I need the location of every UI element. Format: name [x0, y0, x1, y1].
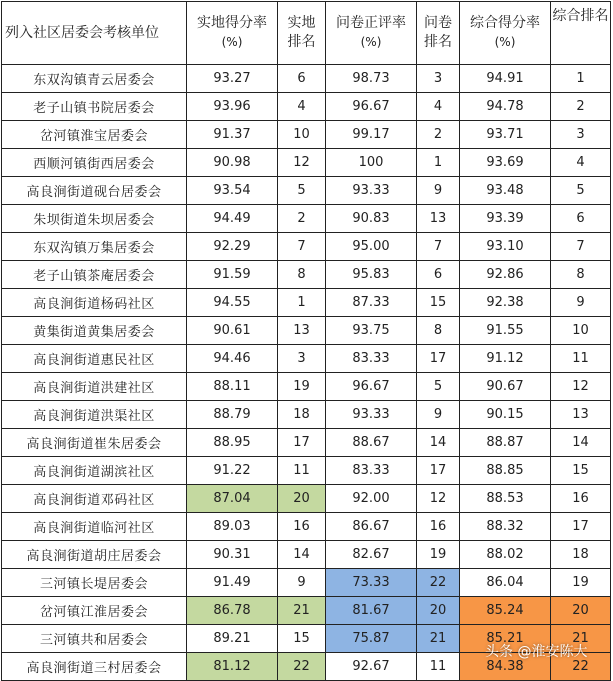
header-survey-score-label: 问卷正评率	[336, 15, 406, 31]
table-row	[2, 317, 611, 345]
cell-field-score: 89.21	[187, 625, 278, 653]
cell-field-rank: 8	[278, 261, 326, 289]
header-survey-rank-line1: 问卷	[424, 15, 452, 31]
table-row	[2, 205, 611, 233]
cell-field-rank: 13	[278, 317, 326, 345]
cell-total-score: 85.24	[460, 597, 551, 625]
cell-field-score: 88.95	[187, 429, 278, 457]
cell-total-rank: 11	[551, 345, 611, 373]
cell-unit: 老子山镇书院居委会	[2, 93, 187, 121]
cell-field-score: 88.11	[187, 373, 278, 401]
cell-total-rank: 15	[551, 457, 611, 485]
cell-unit: 黄集街道黄集居委会	[2, 317, 187, 345]
cell-survey-rank: 20	[417, 597, 460, 625]
cell-field-score: 90.98	[187, 149, 278, 177]
cell-total-rank: 3	[551, 121, 611, 149]
cell-survey-score: 95.83	[326, 261, 417, 289]
cell-total-score: 88.87	[460, 429, 551, 457]
table-row	[2, 233, 611, 261]
header-total-score	[460, 2, 551, 65]
cell-survey-score: 96.67	[326, 373, 417, 401]
cell-total-rank: 8	[551, 261, 611, 289]
cell-total-score: 88.85	[460, 457, 551, 485]
cell-field-rank: 9	[278, 569, 326, 597]
ranking-table	[1, 1, 611, 681]
cell-total-score: 90.67	[460, 373, 551, 401]
table-row	[2, 513, 611, 541]
table-row	[2, 93, 611, 121]
cell-field-score: 92.29	[187, 233, 278, 261]
header-field-rank-line1: 实地	[287, 15, 316, 31]
table-row	[2, 541, 611, 569]
cell-field-score: 91.22	[187, 457, 278, 485]
header-survey-score-pct: (%)	[360, 35, 382, 49]
cell-survey-score: 96.67	[326, 93, 417, 121]
header-field-score-label: 实地得分率	[197, 15, 267, 31]
cell-field-rank: 15	[278, 625, 326, 653]
cell-survey-score: 75.87	[326, 625, 417, 653]
table-row	[2, 485, 611, 513]
cell-field-score: 93.54	[187, 177, 278, 205]
cell-total-rank: 10	[551, 317, 611, 345]
cell-survey-score: 93.33	[326, 177, 417, 205]
header-total-rank: 综合排名	[551, 2, 611, 65]
cell-unit: 高良涧街道洪建社区	[2, 373, 187, 401]
cell-total-rank: 21	[551, 625, 611, 653]
table-row	[2, 401, 611, 429]
cell-unit: 三河镇共和居委会	[2, 625, 187, 653]
cell-field-rank: 5	[278, 177, 326, 205]
cell-field-score: 94.55	[187, 289, 278, 317]
cell-survey-score: 92.67	[326, 653, 417, 681]
cell-field-score: 91.37	[187, 121, 278, 149]
cell-unit: 高良涧街道邓码社区	[2, 485, 187, 513]
cell-survey-score: 98.73	[326, 65, 417, 93]
cell-total-score: 88.32	[460, 513, 551, 541]
cell-total-score: 93.71	[460, 121, 551, 149]
table-row	[2, 345, 611, 373]
table-row	[2, 569, 611, 597]
header-total-score-label: 综合得分率	[470, 15, 540, 31]
table-row	[2, 65, 611, 93]
cell-total-score: 94.78	[460, 93, 551, 121]
cell-total-rank: 13	[551, 401, 611, 429]
cell-unit: 岔河镇江淮居委会	[2, 597, 187, 625]
cell-field-rank: 19	[278, 373, 326, 401]
cell-total-rank: 6	[551, 205, 611, 233]
cell-survey-rank: 9	[417, 177, 460, 205]
cell-total-score: 93.39	[460, 205, 551, 233]
cell-total-rank: 1	[551, 65, 611, 93]
cell-field-rank: 22	[278, 653, 326, 681]
cell-survey-rank: 12	[417, 485, 460, 513]
cell-total-score: 94.91	[460, 65, 551, 93]
cell-field-rank: 3	[278, 345, 326, 373]
header-total-score-pct: (%)	[494, 35, 516, 49]
cell-total-score: 93.48	[460, 177, 551, 205]
cell-survey-score: 81.67	[326, 597, 417, 625]
cell-unit: 老子山镇茶庵居委会	[2, 261, 187, 289]
cell-field-rank: 21	[278, 597, 326, 625]
cell-survey-rank: 5	[417, 373, 460, 401]
cell-field-rank: 18	[278, 401, 326, 429]
cell-total-rank: 9	[551, 289, 611, 317]
table-row	[2, 177, 611, 205]
table-row	[2, 429, 611, 457]
cell-field-rank: 20	[278, 485, 326, 513]
cell-survey-rank: 6	[417, 261, 460, 289]
cell-field-rank: 11	[278, 457, 326, 485]
cell-survey-rank: 19	[417, 541, 460, 569]
cell-total-rank: 5	[551, 177, 611, 205]
table-row	[2, 289, 611, 317]
cell-field-rank: 14	[278, 541, 326, 569]
cell-field-score: 90.31	[187, 541, 278, 569]
table-row	[2, 457, 611, 485]
cell-unit: 西顺河镇街西居委会	[2, 149, 187, 177]
header-survey-rank	[417, 2, 460, 65]
cell-total-score: 88.02	[460, 541, 551, 569]
cell-total-rank: 16	[551, 485, 611, 513]
cell-survey-score: 73.33	[326, 569, 417, 597]
cell-survey-score: 99.17	[326, 121, 417, 149]
cell-survey-score: 88.67	[326, 429, 417, 457]
cell-field-score: 93.96	[187, 93, 278, 121]
cell-survey-rank: 17	[417, 457, 460, 485]
cell-field-score: 90.61	[187, 317, 278, 345]
cell-total-rank: 22	[551, 653, 611, 681]
cell-unit: 东双沟镇青云居委会	[2, 65, 187, 93]
table-row	[2, 597, 611, 625]
cell-total-score: 92.86	[460, 261, 551, 289]
cell-survey-rank: 13	[417, 205, 460, 233]
cell-field-score: 86.78	[187, 597, 278, 625]
cell-survey-rank: 11	[417, 653, 460, 681]
cell-unit: 岔河镇淮宝居委会	[2, 121, 187, 149]
cell-unit: 高良涧街道胡庄居委会	[2, 541, 187, 569]
cell-survey-rank: 7	[417, 233, 460, 261]
cell-field-rank: 1	[278, 289, 326, 317]
cell-survey-rank: 16	[417, 513, 460, 541]
cell-survey-score: 86.67	[326, 513, 417, 541]
cell-unit: 朱坝街道朱坝居委会	[2, 205, 187, 233]
cell-unit: 高良涧街道杨码社区	[2, 289, 187, 317]
cell-unit: 东双沟镇万集居委会	[2, 233, 187, 261]
table-row	[2, 121, 611, 149]
cell-total-score: 91.55	[460, 317, 551, 345]
cell-field-score: 91.49	[187, 569, 278, 597]
cell-survey-rank: 9	[417, 401, 460, 429]
cell-total-rank: 12	[551, 373, 611, 401]
cell-total-score: 92.38	[460, 289, 551, 317]
cell-field-rank: 4	[278, 93, 326, 121]
cell-survey-rank: 2	[417, 121, 460, 149]
cell-survey-score: 92.00	[326, 485, 417, 513]
cell-survey-score: 87.33	[326, 289, 417, 317]
cell-total-rank: 2	[551, 93, 611, 121]
cell-total-score: 90.15	[460, 401, 551, 429]
cell-unit: 高良涧街道砚台居委会	[2, 177, 187, 205]
cell-unit: 高良涧街道三村居委会	[2, 653, 187, 681]
cell-total-rank: 19	[551, 569, 611, 597]
cell-total-rank: 17	[551, 513, 611, 541]
cell-survey-rank: 15	[417, 289, 460, 317]
cell-total-rank: 18	[551, 541, 611, 569]
cell-total-score: 88.53	[460, 485, 551, 513]
cell-survey-score: 95.00	[326, 233, 417, 261]
cell-survey-score: 100	[326, 149, 417, 177]
cell-unit: 高良涧街道临河社区	[2, 513, 187, 541]
cell-survey-score: 83.33	[326, 457, 417, 485]
cell-field-score: 94.46	[187, 345, 278, 373]
cell-field-rank: 6	[278, 65, 326, 93]
header-field-rank	[278, 2, 326, 65]
watermark: 头条 @淮安陈大	[485, 644, 588, 660]
cell-total-rank: 4	[551, 149, 611, 177]
cell-survey-rank: 17	[417, 345, 460, 373]
cell-survey-rank: 1	[417, 149, 460, 177]
header-unit: 列入社区居委会考核单位	[2, 2, 187, 65]
cell-field-score: 91.59	[187, 261, 278, 289]
cell-unit: 三河镇长堤居委会	[2, 569, 187, 597]
cell-total-score: 93.10	[460, 233, 551, 261]
cell-total-score: 91.12	[460, 345, 551, 373]
cell-field-score: 88.79	[187, 401, 278, 429]
cell-survey-rank: 3	[417, 65, 460, 93]
cell-field-score: 93.27	[187, 65, 278, 93]
cell-survey-score: 93.75	[326, 317, 417, 345]
table-row	[2, 373, 611, 401]
table-row	[2, 261, 611, 289]
cell-field-score: 87.04	[187, 485, 278, 513]
cell-field-score: 94.49	[187, 205, 278, 233]
cell-total-score: 85.21	[460, 625, 551, 653]
cell-survey-score: 90.83	[326, 205, 417, 233]
cell-field-score: 81.12	[187, 653, 278, 681]
cell-field-rank: 2	[278, 205, 326, 233]
cell-field-rank: 10	[278, 121, 326, 149]
cell-unit: 高良涧街道洪渠社区	[2, 401, 187, 429]
header-survey-score	[326, 2, 417, 65]
cell-survey-rank: 4	[417, 93, 460, 121]
cell-field-rank: 17	[278, 429, 326, 457]
cell-total-rank: 7	[551, 233, 611, 261]
header-field-rank-line2: 排名	[287, 34, 316, 50]
cell-total-score: 86.04	[460, 569, 551, 597]
cell-total-score: 93.69	[460, 149, 551, 177]
table-row	[2, 149, 611, 177]
cell-survey-rank: 14	[417, 429, 460, 457]
cell-survey-score: 82.67	[326, 541, 417, 569]
cell-survey-rank: 8	[417, 317, 460, 345]
cell-unit: 高良涧街道崔朱居委会	[2, 429, 187, 457]
header-field-score	[187, 2, 278, 65]
header-row	[2, 2, 611, 65]
cell-survey-rank: 22	[417, 569, 460, 597]
cell-field-rank: 7	[278, 233, 326, 261]
cell-survey-rank: 21	[417, 625, 460, 653]
cell-survey-score: 93.33	[326, 401, 417, 429]
cell-unit: 高良涧街道惠民社区	[2, 345, 187, 373]
cell-total-rank: 20	[551, 597, 611, 625]
cell-field-rank: 16	[278, 513, 326, 541]
table-body	[2, 65, 611, 681]
cell-field-score: 89.03	[187, 513, 278, 541]
cell-total-score: 84.38	[460, 653, 551, 681]
cell-unit: 高良涧街道湖滨社区	[2, 457, 187, 485]
cell-survey-score: 83.33	[326, 345, 417, 373]
header-field-score-pct: (%)	[221, 35, 243, 49]
header-survey-rank-line2: 排名	[424, 34, 452, 50]
cell-total-rank: 14	[551, 429, 611, 457]
cell-field-rank: 12	[278, 149, 326, 177]
